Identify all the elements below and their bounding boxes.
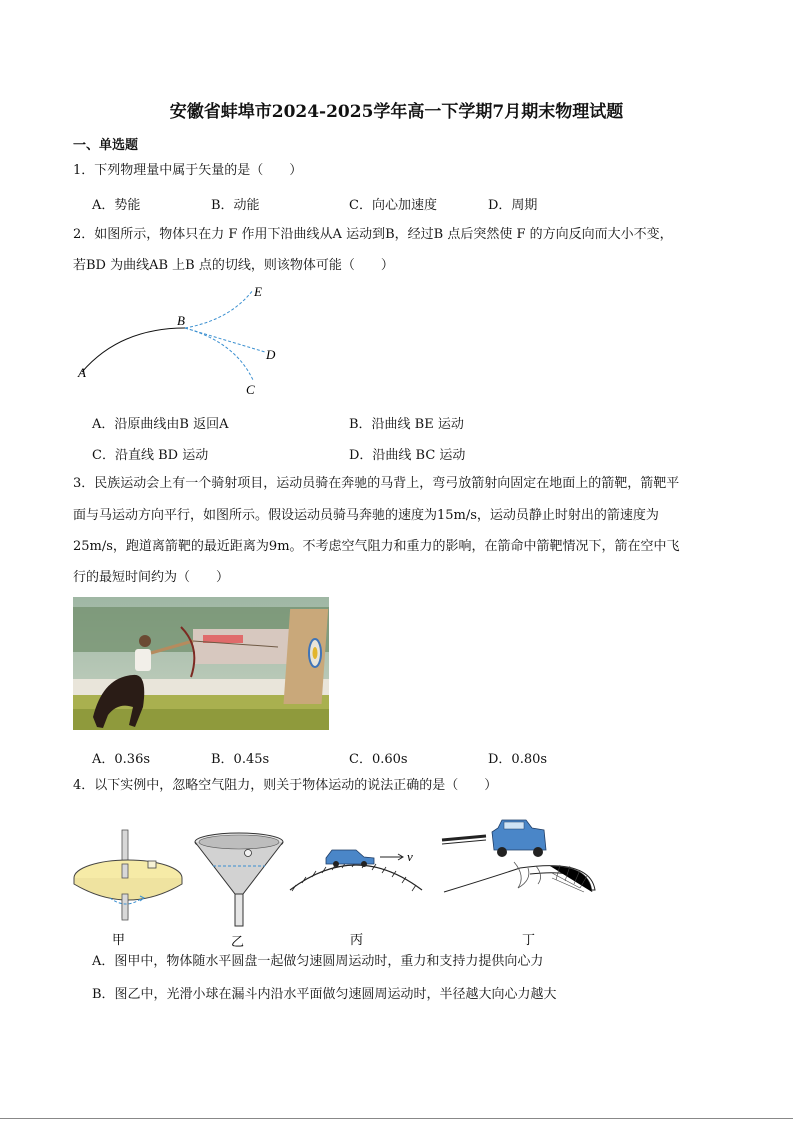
q3-stem-line1: 3．民族运动会上有一个骑射项目，运动员骑在奔驰的马背上，弯弓放箭射向固定在地面上的箭靶，箭靶平 bbox=[73, 476, 680, 491]
q1-option-c: C．向心加速度 bbox=[349, 198, 437, 213]
figure-label-jia: 甲 bbox=[112, 933, 126, 948]
q3-stem-line3: 25m/s，跑道离箭靶的最近距离为9m。不考虑空气阻力和重力的影响，在箭命中箭靶情况下，箭在空中飞 bbox=[73, 539, 680, 554]
q3-stem-line2: 面与马运动方向平行，如图所示。假设运动员骑马奔驰的速度为15m/s，运动员静止时射出的箭速度为 bbox=[73, 508, 659, 523]
q1-option-d: D．周期 bbox=[488, 198, 538, 213]
section-heading: 一、单选题 bbox=[73, 138, 139, 153]
q2-stem-line1: 2．如图所示，物体只在力 F 作用下沿曲线从A 运动到B，经过B 点后突然使 F 的方向反向而大小不变， bbox=[73, 227, 673, 242]
q2-curve-figure bbox=[70, 280, 290, 400]
figure-label-bing: 丙 bbox=[350, 933, 364, 948]
label-d: D bbox=[266, 347, 276, 362]
q3-stem-line4: 行的最短时间约为（ ） bbox=[73, 570, 230, 585]
q3-option-b: B．0.45s bbox=[211, 752, 270, 767]
curve-be bbox=[185, 290, 253, 328]
q4-figure-car-on-hill bbox=[286, 840, 436, 948]
q4-stem: 4．以下实例中，忽略空气阻力，则关于物体运动的说法正确的是（ ） bbox=[73, 778, 498, 793]
q1-stem: 1．下列物理量中属于矢量的是（ ） bbox=[73, 163, 303, 178]
q2-option-d: D．沿曲线 BC 运动 bbox=[349, 448, 466, 463]
q2-option-c: C．沿直线 BD 运动 bbox=[92, 448, 209, 463]
q4-figure-rotating-disc bbox=[70, 828, 190, 948]
page-bottom-rule bbox=[0, 1118, 793, 1119]
q4-figure-funnel bbox=[193, 832, 288, 948]
q3-option-d: D．0.80s bbox=[488, 752, 548, 767]
q3-option-c: C．0.60s bbox=[349, 752, 408, 767]
figure-label-yi: 乙 bbox=[231, 935, 245, 950]
q3-archery-photo bbox=[73, 597, 329, 730]
q1-option-b: B．动能 bbox=[211, 198, 260, 213]
q4-option-b: B．图乙中，光滑小球在漏斗内沿水平面做匀速圆周运动时，半径越大向心力越大 bbox=[92, 987, 557, 1002]
q2-stem-line2: 若BD 为曲线AB 上B 点的切线，则该物体可能（ ） bbox=[73, 258, 394, 273]
page-title: 安徽省蚌埠市2024-2025学年高一下学期7月期末物理试题 bbox=[169, 102, 624, 122]
q4-figure-car-turning bbox=[440, 818, 600, 948]
q3-option-a: A．0.36s bbox=[92, 752, 151, 767]
label-b: B bbox=[177, 313, 185, 328]
label-a: A bbox=[78, 365, 86, 380]
q2-option-a: A．沿原曲线由B 返回A bbox=[92, 417, 229, 432]
velocity-label: v bbox=[407, 849, 413, 864]
curve-bc bbox=[185, 328, 253, 380]
q1-option-a: A．势能 bbox=[92, 198, 141, 213]
label-c: C bbox=[246, 382, 255, 397]
label-e: E bbox=[254, 284, 262, 299]
q2-option-b: B．沿曲线 BE 运动 bbox=[349, 417, 464, 432]
figure-label-ding: 丁 bbox=[522, 933, 536, 948]
curve-ab bbox=[82, 328, 185, 372]
q4-option-a: A．图甲中，物体随水平圆盘一起做匀速圆周运动时，重力和支持力提供向心力 bbox=[92, 954, 544, 969]
